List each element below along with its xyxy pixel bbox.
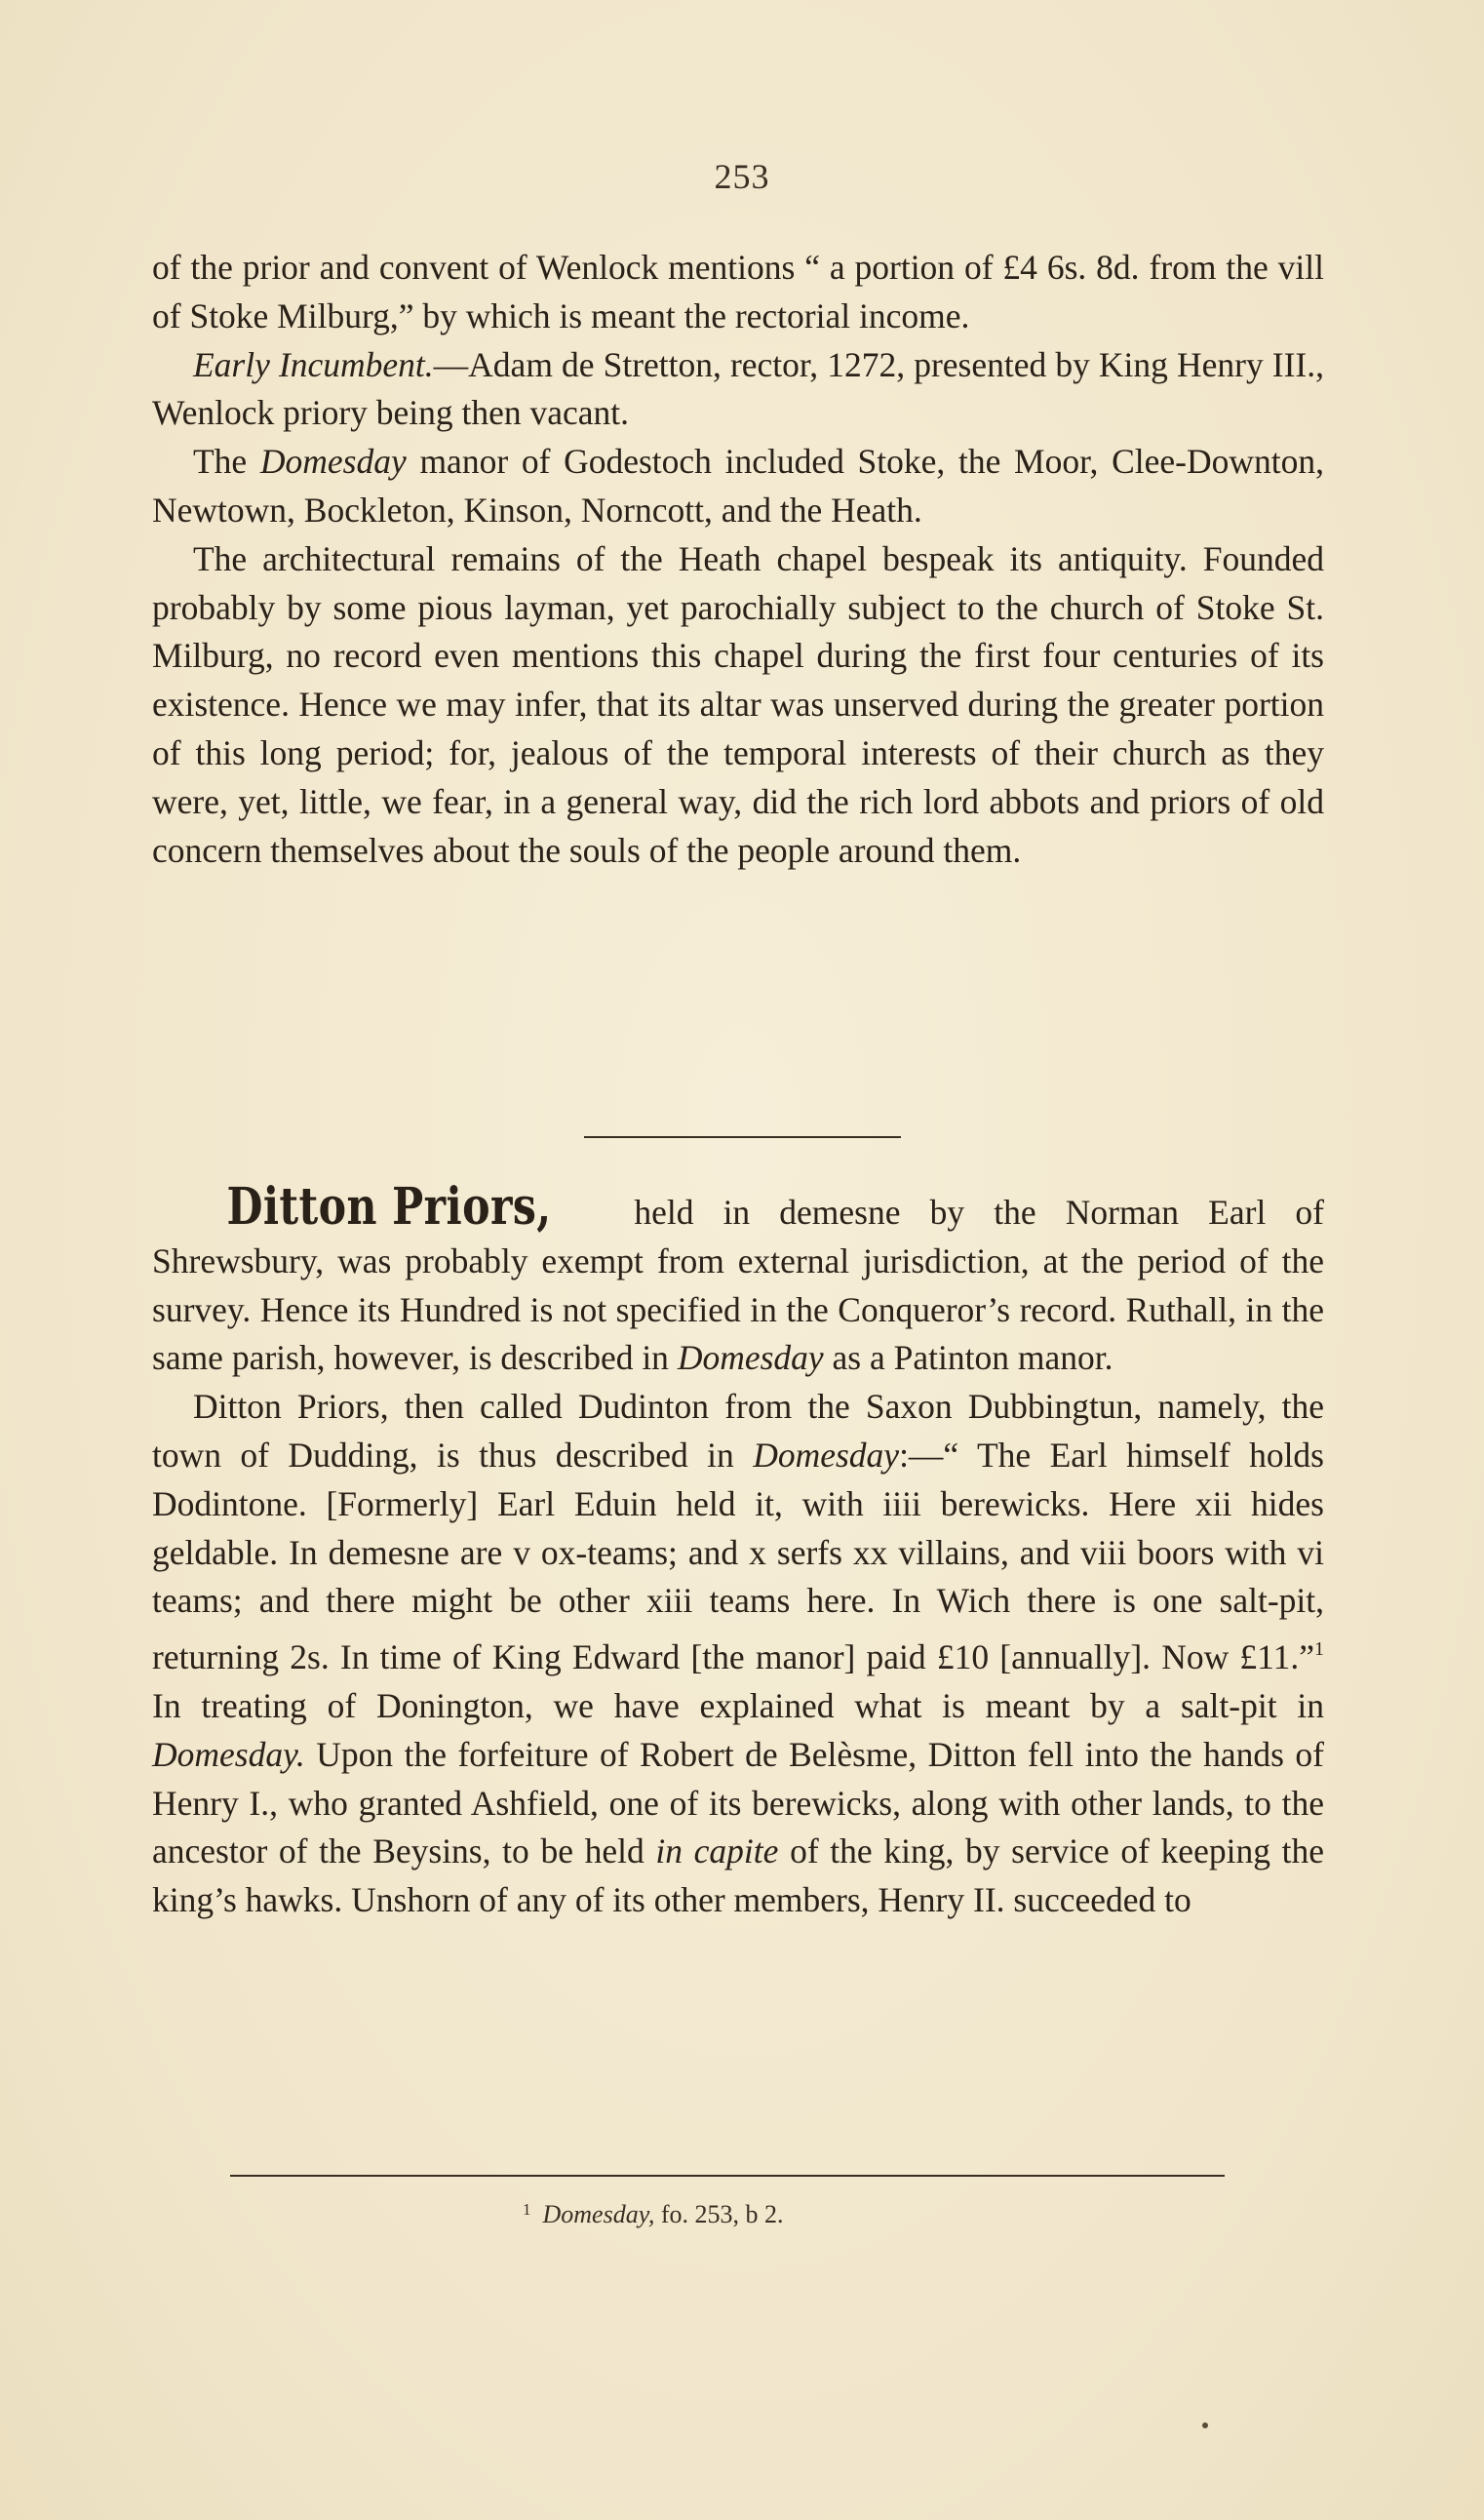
section-stoke-milburg <box>152 244 1324 875</box>
paragraph-ditton-priors-intro <box>152 1177 1324 1383</box>
footnote-reference[interactable]: 1 <box>1314 1638 1324 1661</box>
intro-text-end: as a Patinton manor. <box>823 1338 1113 1378</box>
section-ditton-priors <box>152 1177 1324 1925</box>
footnote-text: fo. 253, b 2. <box>654 2200 784 2228</box>
early-incumbent-text: —Adam de Stretton, rector, 1272, presented by King Henry III., Wenlock priory being then vacant. <box>152 344 1324 433</box>
footnote-source: Domesday, <box>542 2200 655 2228</box>
paragraph-rectorial-income: of the prior and convent of Wenlock mentions “ a portion of £4 6s. 8d. from the vill of Stoke Milburg,” by which is meant the rectorial income. <box>152 248 1324 335</box>
paragraph-dudinton-description <box>152 1383 1324 1925</box>
early-incumbent-label: Early Incumbent. <box>193 344 434 384</box>
domesday-italic: Domesday. <box>152 1734 305 1774</box>
godestoch-text-start: The <box>193 442 260 482</box>
paragraph-godestoch-manor <box>152 438 1324 535</box>
domesday-italic: Domesday <box>259 442 407 482</box>
dudinton-text-b: :—“ The Earl himself holds Dodintone. [Formerly] Earl Eduin held it, with iiii berewicks. Here xii hides geldable. In demesne are v ox-teams; and x serfs xx villains, and viii boors with vi teams; and there might be other xiii teams here. In Wich there is one salt-pit, returning 2s. In time of King Edward [the manor] paid £10 [annually]. Now £11.” <box>152 1435 1324 1677</box>
domesday-italic: Domesday <box>753 1435 900 1475</box>
paragraph-heath-chapel: The architectural remains of the Heath chapel bespeak its antiquity. Founded probably by some pious layman, yet parochially subject to the church of Stoke St. Milburg, no record even mentions this chapel during the first four centuries of its existence. Hence we may infer, that its altar was unserved during the greater portion of this long period; for, jealous of the temporal interests of their church as they were, yet, little, we fear, in a general way, did the rich lord abbots and priors of old concern themselves about the souls of the people around them. <box>152 538 1324 870</box>
ink-speck <box>1202 2422 1208 2428</box>
domesday-italic: Domesday <box>677 1338 824 1378</box>
page-number: 253 <box>714 157 770 196</box>
dudinton-text-a: Ditton Priors, then called Dudinton from the Saxon Dubbingtun, namely, the town of Dudding, is thus described in <box>152 1387 1324 1475</box>
footnote-marker: 1 <box>523 2200 531 2219</box>
footnote-rule <box>230 2175 1225 2177</box>
dudinton-text-c: In treating of Donington, we have explained what is meant by a salt-pit in <box>152 1685 1324 1725</box>
paragraph-early-incumbent <box>152 341 1324 439</box>
section-separator-rule <box>584 1136 901 1138</box>
intro-text-start: held in demesne by the Norman Earl of Shrewsbury, was probably exempt from external jurisdiction, at the period of the survey. Hence its Hundred is not specified in the Conqueror’s record. Ruthall, in the same parish, however, is described in <box>152 1193 1324 1378</box>
godestoch-text-end: manor of Godestoch included Stoke, the Moor, Clee-Downton, Newtown, Bockleton, Kinson, Norncott, and the Heath. <box>152 442 1324 530</box>
in-capite-italic: in capite <box>655 1831 779 1871</box>
footnote <box>523 2194 784 2230</box>
dudinton-text-d: Upon the forfeiture of Robert de Belèsme, Ditton fell into the hands of Henry I., who granted Ashfield, one of its berewicks, along with other lands, to the ancestor of the Beysins, to be held <box>152 1734 1324 1871</box>
dudinton-text-e: of the king, by service of keeping the king’s hawks. Unshorn of any of its other members, Henry II. succeeded to <box>152 1831 1324 1920</box>
ditton-priors-heading: Ditton Priors, <box>226 1177 552 1237</box>
